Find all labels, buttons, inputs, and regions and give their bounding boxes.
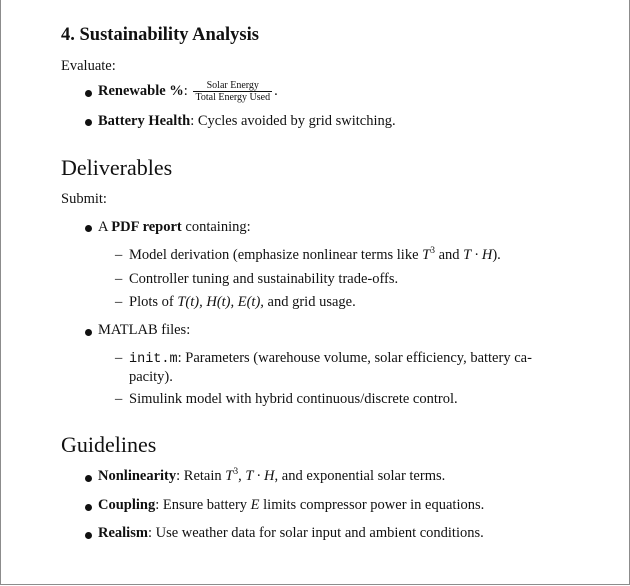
subitem-line1: : Parameters (warehouse volume, solar efficiency, battery ca- <box>177 350 532 366</box>
item-end: limits compressor power in equations. <box>259 497 485 513</box>
pdf-suffix: containing: <box>181 219 251 235</box>
dash-icon: – <box>115 391 123 407</box>
subitem-mid: and <box>434 247 464 263</box>
period: . <box>274 82 278 99</box>
evaluate-label: Evaluate: <box>61 58 116 74</box>
sublist-item-simulink: Simulink model with hybrid continuous/discrete control. <box>129 391 458 407</box>
list-item-matlab-files: MATLAB files: <box>98 322 191 338</box>
subitem-prefix: Plots of <box>129 294 178 310</box>
bullet-icon <box>85 532 92 539</box>
dash-icon: – <box>115 247 123 263</box>
bullet-icon <box>85 119 92 126</box>
renewable-fraction <box>193 80 272 103</box>
sublist-item-init-m-continued: pacity). <box>129 369 173 385</box>
dash-icon: – <box>115 271 123 287</box>
subitem-text: Model derivation (emphasize nonlinear terms like <box>129 247 423 263</box>
math-var: T <box>225 468 234 484</box>
list-item-coupling <box>98 497 484 514</box>
code-filename: init.m <box>129 352 178 367</box>
list-item-realism <box>98 525 484 542</box>
bullet-icon <box>85 225 92 232</box>
nonlinearity-label: Nonlinearity <box>98 468 177 484</box>
math-sup: 3 <box>233 467 239 478</box>
sublist-item-model-derivation <box>129 247 501 264</box>
submit-label: Submit: <box>61 191 107 207</box>
math-expr: T · H <box>463 247 493 263</box>
pdf-prefix: A <box>98 219 112 235</box>
math-var: T <box>422 247 431 263</box>
section-heading-deliverables: Deliverables <box>61 155 173 180</box>
battery-health-label: Battery Health <box>98 113 191 129</box>
item-end: , and exponential solar terms. <box>274 468 446 484</box>
sublist-item-plots <box>129 294 356 311</box>
sublist-item-controller: Controller tuning and sustainability trade-offs. <box>129 271 399 287</box>
math-expr: T · H <box>245 468 275 484</box>
bullet-icon <box>85 90 92 97</box>
pdf-report-label: PDF report <box>111 219 182 235</box>
math-sup: 3 <box>430 246 435 257</box>
list-item-battery-health <box>98 113 396 130</box>
dash-icon: – <box>115 294 123 310</box>
coupling-label: Coupling <box>98 497 156 513</box>
item-pre: : Retain <box>176 468 226 484</box>
section-heading-sustainability: 4. Sustainability Analysis <box>61 25 259 45</box>
bullet-icon <box>85 504 92 511</box>
renewable-label: Renewable % <box>98 82 184 99</box>
list-item-pdf-report <box>98 219 251 236</box>
section-heading-guidelines: Guidelines <box>61 432 157 457</box>
bullet-icon <box>85 475 92 482</box>
separator: : <box>183 82 188 99</box>
subitem-end: and grid usage. <box>263 294 356 310</box>
battery-health-text: : Cycles avoided by grid switching. <box>190 113 396 129</box>
bullet-icon <box>85 329 92 336</box>
sublist-item-init-m <box>129 350 532 367</box>
dash-icon: – <box>115 350 123 366</box>
realism-text: : Use weather data for solar input and ambient conditions. <box>147 525 484 541</box>
subitem-end: ). <box>492 247 501 263</box>
fraction-numerator: Solar Energy <box>193 80 272 92</box>
math-expr: T(t), H(t), E(t), <box>177 294 264 310</box>
math-var: E <box>250 497 260 513</box>
item-pre: : Ensure battery <box>155 497 251 513</box>
list-item-nonlinearity <box>98 468 445 485</box>
item-mid: , <box>238 468 246 484</box>
realism-label: Realism <box>98 525 148 541</box>
list-item-renewable <box>98 80 278 103</box>
fraction-denominator: Total Energy Used <box>195 92 271 103</box>
